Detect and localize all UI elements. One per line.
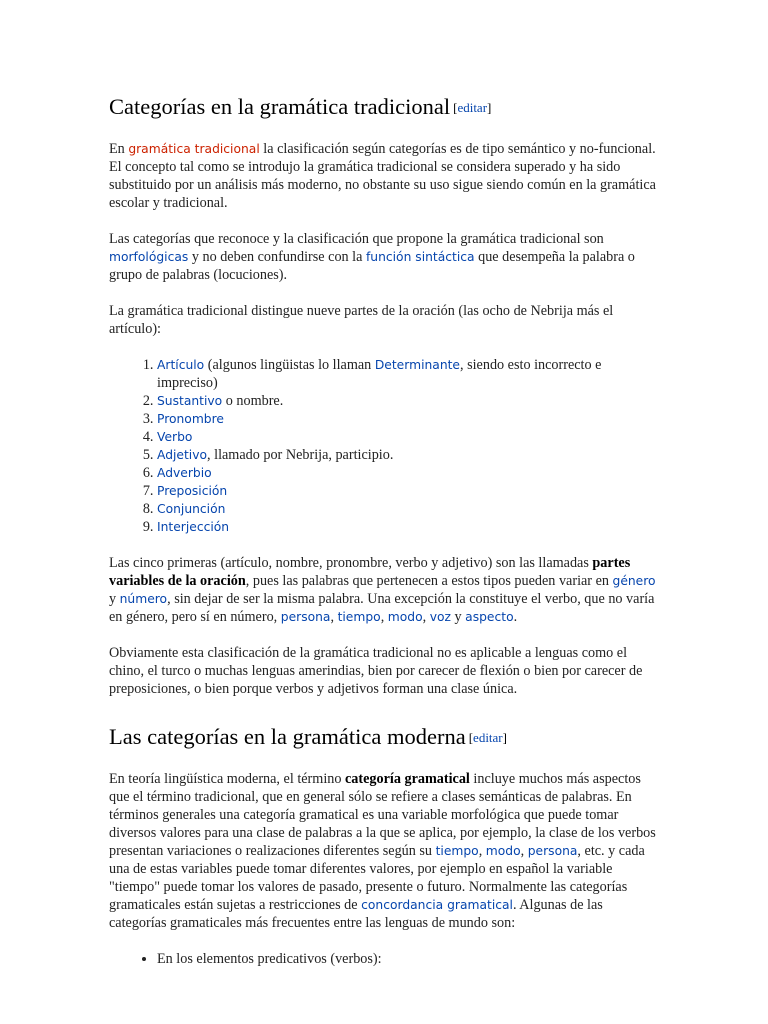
paragraph-5: Obviamente esta clasificación de la gramática tradicional no es aplicable a lenguas como el chino, el turco o muchas lenguas amerindias, bien por carecer de flexión o bien por carecer de preposiciones, o bien porque verbos y adjetivos forman una clase única.	[109, 645, 643, 697]
paragraph-2: Las categorías que reconoce y la clasificación que propone la gramática tradicional son morfológicas y no deben confundirse con la función sintáctica que desempeña la palabra o grupo de palabras (locuciones).	[109, 231, 635, 283]
bold-term: categoría gramatical	[345, 771, 470, 787]
link-interjeccion[interactable]: Interjección	[157, 520, 230, 534]
categories-bullet-list	[109, 950, 660, 968]
link-funcion-sintactica[interactable]: función sintáctica	[365, 250, 475, 264]
list-item	[157, 518, 660, 536]
link-persona[interactable]: persona	[280, 610, 331, 624]
edit-link[interactable]: editar	[473, 730, 503, 745]
link-modo[interactable]: modo	[387, 610, 423, 624]
link-concordancia-gramatical[interactable]: concordancia gramatical	[361, 898, 513, 912]
edit-link[interactable]: editar	[457, 100, 488, 115]
section-title: Las categorías en la gramática moderna	[109, 724, 466, 749]
edit-section-modern: [editar]	[468, 730, 507, 745]
link-aspecto[interactable]: aspecto	[465, 610, 514, 624]
link-tiempo[interactable]: tiempo	[435, 844, 479, 858]
link-numero[interactable]: número	[119, 592, 168, 606]
paragraph-1: En gramática tradicional la clasificación según categorías es de tipo semántico y no-funcional. El concepto tal como se introdujo la gramática tradicional se considera superado y ha sido substituido por un análisis más moderno, no obstante su uso sigue siendo común en la gramática escolar y tradicional.	[109, 141, 656, 211]
link-morfologicas[interactable]: morfológicas	[109, 250, 189, 264]
paragraph-6: En teoría lingüística moderna, el término categoría gramatical incluye muchos más aspectos que el término tradicional, que en general sólo se refiere a clases semánticas de palabras. En términos generales una categoría gramatical es una variable morfológica que puede tomar diversos valores para una clase de palabras a la que se aplica, por ejemplo, la clase de los verbos presentan variaciones o realizaciones diferentes según su tiempo, modo, persona, etc. y cada una de estas variables puede tomar diferentes valores, por ejemplo en español la variable "tiempo" puede tomar los valores de pasado, presente o futuro. Normalmente las categorías gramaticales están sujetas a restricciones de concordancia gramatical. Algunas de las categorías gramaticales más frecuentes entre las lenguas de mundo son:	[109, 771, 656, 931]
link-conjuncion[interactable]: Conjunción	[157, 502, 226, 516]
link-determinante[interactable]: Determinante	[374, 358, 460, 372]
link-adverbio[interactable]: Adverbio	[157, 466, 212, 480]
link-modo[interactable]: modo	[485, 844, 521, 858]
link-adjetivo[interactable]: Adjetivo	[157, 448, 208, 462]
list-item	[157, 500, 660, 518]
link-verbo[interactable]: Verbo	[157, 430, 193, 444]
list-item: 5. Adjetivo, llamado por Nebrija, participio.	[157, 446, 660, 464]
bold-term: partes variables de la oración	[109, 555, 631, 589]
edit-section-traditional: [editar]	[453, 100, 492, 115]
paragraph-3: La gramática tradicional distingue nueve partes de la oración (las ocho de Nebrija más el artículo):	[109, 303, 614, 337]
parts-of-speech-list	[109, 356, 660, 536]
link-tiempo[interactable]: tiempo	[337, 610, 381, 624]
list-item: 2. Sustantivo o nombre.	[157, 392, 660, 410]
link-voz[interactable]: voz	[429, 610, 451, 624]
list-item	[157, 410, 660, 428]
list-item: 1. Artículo (algunos lingüistas lo llaman Determinante, siendo esto incorrecto e impreciso)	[157, 356, 660, 392]
link-articulo[interactable]: Artículo	[157, 358, 205, 372]
section-title: Categorías en la gramática tradicional	[109, 94, 451, 119]
list-item	[157, 482, 660, 500]
list-item	[157, 428, 660, 446]
paragraph-4: Las cinco primeras (artículo, nombre, pronombre, verbo y adjetivo) son las llamadas partes variables de la oración, pues las palabras que pertenecen a estos tipos pueden variar en género y número, sin dejar de ser la misma palabra. Una excepción la constituye el verbo, que no varía en género, pero sí en número, persona, tiempo, modo, voz y aspecto.	[109, 555, 656, 625]
link-preposicion[interactable]: Preposición	[157, 484, 228, 498]
section-heading-modern	[109, 723, 660, 752]
link-pronombre[interactable]: Pronombre	[157, 412, 224, 426]
section-heading-traditional	[109, 0, 660, 122]
link-sustantivo[interactable]: Sustantivo	[157, 394, 223, 408]
link-persona[interactable]: persona	[527, 844, 578, 858]
link-genero[interactable]: género	[612, 574, 656, 588]
link-gramatica-tradicional[interactable]: gramática tradicional	[128, 142, 260, 156]
list-item	[157, 464, 660, 482]
list-item: • En los elementos predicativos (verbos):	[157, 950, 660, 968]
